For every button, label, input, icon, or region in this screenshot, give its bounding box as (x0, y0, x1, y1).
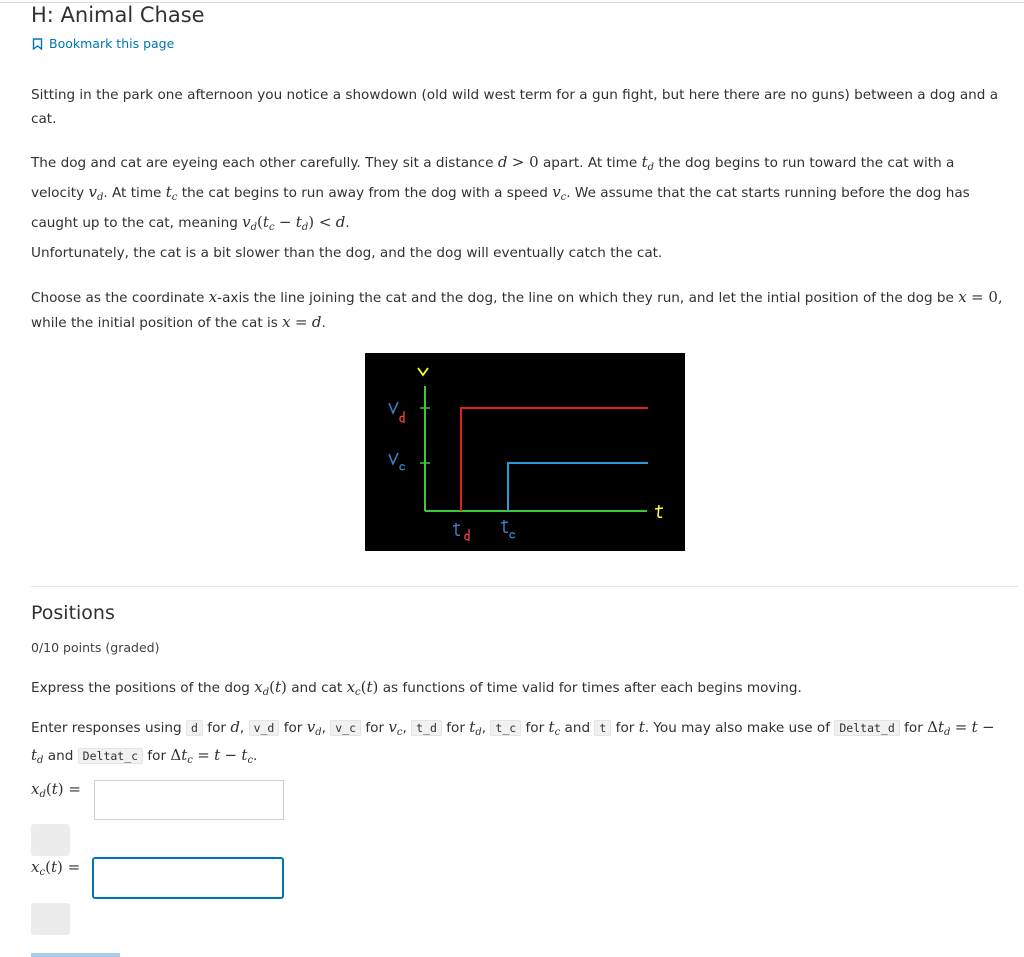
bookmark-label: Bookmark this page (49, 36, 175, 51)
t-axis-label (655, 505, 663, 517)
xd-answer-input[interactable] (94, 780, 284, 820)
problem-intro: Sitting in the park one afternoon you notice a showdown (old wild west term for a gun fight, but here there are no guns) between a dog and a cat. (31, 87, 999, 127)
xc-label: $x_c(t)$ = (31, 858, 81, 878)
points-status: 0/10 points (graded) (31, 640, 160, 655)
velocity-time-sketch (365, 353, 685, 551)
td-label (453, 523, 460, 535)
xd-label: $x_d(t)$ = (31, 780, 81, 800)
problem-note: Unfortunately, the cat is a bit slower than the dog, and the dog will eventually catch the cat. (31, 245, 663, 261)
tc-label (501, 520, 508, 532)
section-divider (31, 586, 1018, 587)
problem-setup: The dog and cat are eyeing each other carefully. They sit a distance d > 0 apart. At time $t_d$ the dog begins to run toward the cat with a velocity $v_d$. At time $t_c$ the cat begins to run away from the dog with a speed $v_c$. We assume that the cat starts running before the dog has caught up to the cat, meaning $v_d(t_c - t_d) < d$. (31, 153, 970, 233)
dog-velocity-line (461, 408, 648, 511)
vc-label (389, 453, 398, 464)
xc-preview-area (31, 903, 70, 935)
problem-prompt: Express the positions of the dog $x_d(t)$ and cat $x_c(t)$ as functions of time valid for times after each begins moving. (31, 678, 802, 698)
cat-velocity-line (508, 463, 648, 511)
velocity-time-figure (365, 353, 685, 551)
problem-title: Positions (31, 602, 115, 624)
submit-button[interactable] (31, 953, 120, 957)
bookmark-icon (32, 38, 43, 50)
y-axis-arrow (418, 368, 428, 375)
bookmark-button[interactable] (32, 36, 174, 51)
problem-coordinates: Choose as the coordinate x-axis the line joining the cat and the dog, the line on which they run, and let the intial position of the dog be x = 0, while the initial position of the cat is x = d. (31, 288, 1003, 331)
vd-label (389, 402, 398, 413)
xd-preview-area (31, 824, 70, 856)
input-help: Enter responses using d for d, v_d for $v_d$, v_c for $v_c$, t_d for $t_d$, t_c for $t_c$ and t for t. You may also make use of Deltat_d for $\Delta t_d = t - t_d$ and Deltat_c for $\Delta t_c = t - t_c$. (31, 718, 995, 766)
page-title: H: Animal Chase (31, 3, 205, 27)
xc-answer-input[interactable] (92, 857, 284, 899)
